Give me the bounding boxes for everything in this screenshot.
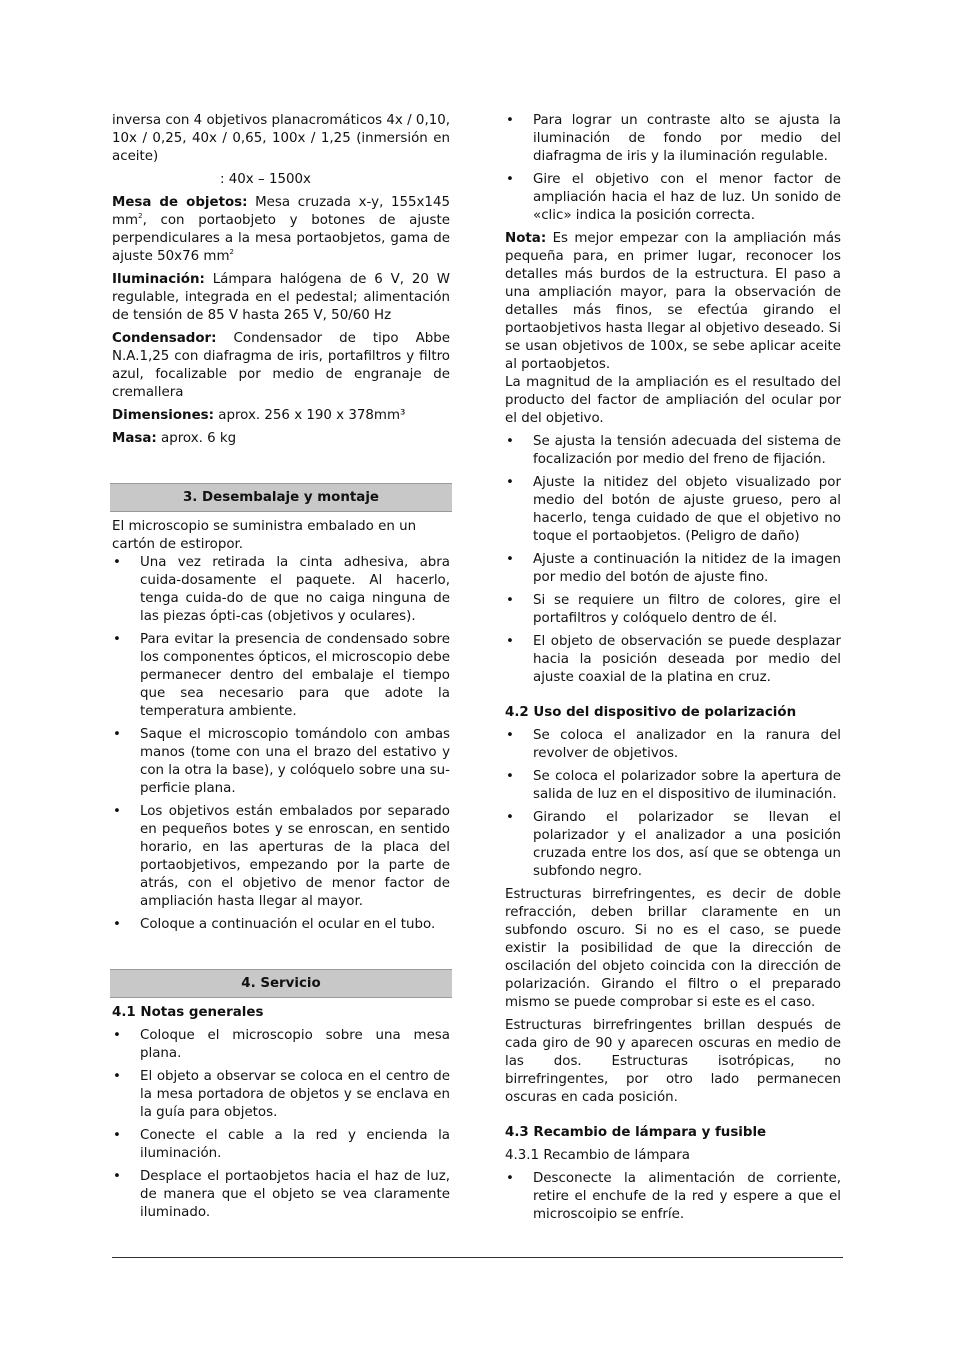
list-item: • Ajuste a continuación la nitidez de la imagen por medio del botón de ajuste fino. xyxy=(505,551,841,587)
list-item: • Gire el objetivo con el menor factor de ampliación hacia el haz de luz. Un sonido de «clic» indica la posición correcta. xyxy=(505,171,841,225)
spec-condenser xyxy=(112,330,450,402)
stage-text-b: , con portaobjeto y botones de ajuste perpendiculares a la mesa portaobjetos, gama de ajuste 50x76 mm xyxy=(112,213,450,264)
stage-sup-b: 2 xyxy=(229,248,234,256)
section-4-3-1-list xyxy=(505,1170,841,1224)
list-item: • Para evitar la presencia de condensado sobre los componentes ópticos, el microscopio debe permanecer dentro del embalaje el tiempo que sea necesario para que adote la temperatura ambiente. xyxy=(112,631,450,721)
stage-sup-a: 2 xyxy=(138,212,143,220)
cond-label: Condensador: xyxy=(112,331,217,346)
section-4-heading: 4. Servicio xyxy=(110,969,452,998)
section-4-1-heading: 4.1 Notas generales xyxy=(112,1005,264,1020)
section-3-list xyxy=(112,554,450,934)
list-item: • Ajuste la nitidez del objeto visualizado por medio del botón de ajuste grueso, pero al hacerlo, tenga cuidado de que el objetivo no toque el portaobjetos. (Peligro de daño) xyxy=(505,474,841,546)
section-4-1-list xyxy=(112,1027,450,1222)
list-item: • Saque el microscopio tomándolo con ambas manos (tome con una el brazo del estativo y con la otra la base), y colóquelo sobre una su-perficie plana. xyxy=(112,726,450,798)
list-item: • Para lograr un contraste alto se ajusta la iluminación de fondo por medio del diafragma de iris y la iluminación regulable. xyxy=(505,112,841,166)
stage-label: Mesa de objetos: xyxy=(112,195,248,210)
note-text: Es mejor empezar con la ampliación más pequeña para, en primer lugar, reconocer los detalles más burdos de la estructura. El paso a una ampliación mayor, para la observación de detalles más finos, se efectúa girando el portaobjetivos hasta llegar al objetivo deseado. Si se usan objetivos de 100x, se sebe aplicar aceite al portaobjetos. xyxy=(505,231,841,372)
birefringence-paragraph-2: Estructuras birrefringentes brillan después de cada giro de 90 y aparecen oscuras en medio de las dos. Estructuras isotrópicas, no birrefringentes, por otro lado permanecen oscuras en cada posición. xyxy=(505,1018,841,1105)
section-3-intro: El microscopio se suministra embalado en un cartón de estiropor. xyxy=(112,519,417,552)
cond-text: Condensador de tipo Abbe N.A.1,25 con diafragma de iris, portafiltros y filtro azul, focalizable por medio de engranaje de cremallera xyxy=(112,331,450,400)
list-item: • Coloque el microscopio sobre una mesa plana. xyxy=(112,1027,450,1063)
list-item: • Coloque a continuación el ocular en el tubo. xyxy=(112,916,450,934)
spec-objectives: inversa con 4 objetivos planacromáticos 4x / 0,10, 10x / 0,25, 40x / 0,65, 100x / 1,25 (inmersión en aceite) xyxy=(112,113,450,164)
note-label: Nota: xyxy=(505,231,547,246)
list-item: • Una vez retirada la cinta adhesiva, abra cuida-dosamente el paquete. Al hacerlo, tenga cuida-do de que no caiga ninguna de las piezas ópti-cas (objetivos y oculares). xyxy=(112,554,450,626)
spec-stage xyxy=(112,194,450,266)
list-item: • Girando el polarizador se llevan el polarizador y el analizador a una posición cruzada entre los dos, así que se obtenga un subfondo negro. xyxy=(505,809,841,881)
mass-text: aprox. 6 kg xyxy=(156,431,237,446)
dim-text: aprox. 256 x 190 x 378mm³ xyxy=(213,408,406,423)
mass-label: Masa: xyxy=(112,431,157,446)
operation-list-top xyxy=(505,112,841,225)
spec-mass xyxy=(112,430,450,448)
list-item: • El objeto a observar se coloca en el centro de la mesa portadora de objetos y se enclava en la guía para objetos. xyxy=(112,1068,450,1122)
list-item: • Desplace el portaobjetos hacia el haz de luz, de manera que el objeto se vea claramente iluminado. xyxy=(112,1168,450,1222)
list-item: • El objeto de observación se puede desplazar hacia la posición deseada por medio del ajuste coaxial de la platina en cruz. xyxy=(505,633,841,687)
list-item: • Se ajusta la tensión adecuada del sistema de focalización por medio del freno de fijación. xyxy=(505,433,841,469)
section-4-3-heading: 4.3 Recambio de lámpara y fusible xyxy=(505,1125,767,1140)
note-paragraph xyxy=(505,230,841,374)
illum-text: Lámpara halógena de 6 V, 20 W regulable, integrada en el pedestal; alimentación de tensión de 85 V hasta 265 V, 50/60 Hz xyxy=(112,272,450,323)
section-4-3-1-heading: 4.3.1 Recambio de lámpara xyxy=(505,1148,690,1163)
list-item: • Conecte el cable a la red y encienda la iluminación. xyxy=(112,1127,450,1163)
right-column xyxy=(505,112,841,1229)
spec-illumination xyxy=(112,271,450,325)
spec-magnification: : 40x – 1500x xyxy=(220,172,311,187)
list-item: • Los objetivos están embalados por separado en pequeños botes y se enroscan, en sentido horario, en las aperturas de la placa del portaobjetivos, empezando por la parte de atrás, con el objetivo de menor factor de ampliación hasta llegar al mayor. xyxy=(112,803,450,911)
spec-dimensions xyxy=(112,407,450,425)
section-4-2-heading: 4.2 Uso del dispositivo de polarización xyxy=(505,705,797,720)
left-column xyxy=(112,112,450,1227)
list-item: • Se coloca el polarizador sobre la apertura de salida de luz en el dispositivo de iluminación. xyxy=(505,768,841,804)
stage-text-a: Mesa cruzada x-y, 155x145 mm xyxy=(112,195,450,228)
birefringence-paragraph-1: Estructuras birrefringentes, es decir de doble refracción, deben brillar claramente en un subfondo oscuro. Si no es el caso, se puede existir la posibilidad de que la dirección de oscilación del objeto coincida con la dirección de polarización. Girando el filtro o el preparado mismo se puede comprobar si este es el caso. xyxy=(505,887,841,1010)
list-item: • Si se requiere un filtro de colores, gire el portafiltros y colóquelo dentro de él. xyxy=(505,592,841,628)
operation-list-mid xyxy=(505,433,841,687)
illum-label: Iluminación: xyxy=(112,272,205,287)
magnification-note: La magnitud de la ampliación es el resultado del producto del factor de ampliación del ocular por el del objetivo. xyxy=(505,375,841,426)
section-3-heading: 3. Desembalaje y montaje xyxy=(110,483,452,512)
list-item: • Desconecte la alimentación de corriente, retire el enchufe de la red y espere a que el microscoipio se enfríe. xyxy=(505,1170,841,1224)
footer-rule xyxy=(112,1257,843,1258)
section-4-2-list xyxy=(505,727,841,881)
list-item: • Se coloca el analizador en la ranura del revolver de objetivos. xyxy=(505,727,841,763)
dim-label: Dimensiones: xyxy=(112,408,214,423)
